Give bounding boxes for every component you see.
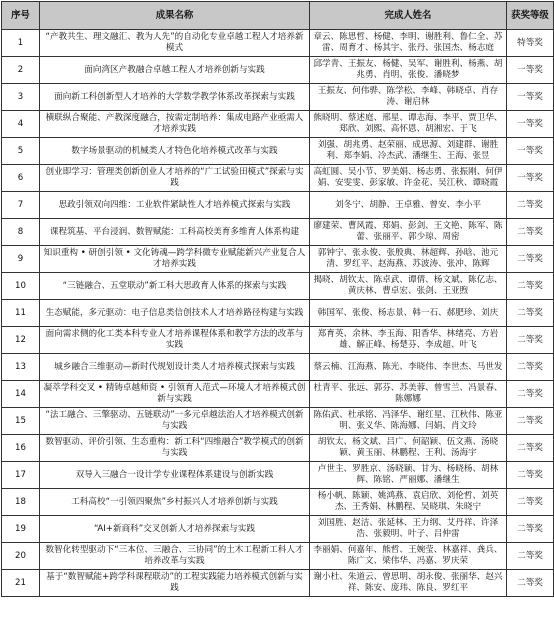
table-row xyxy=(2,219,554,246)
row-award: 二等奖 xyxy=(507,246,554,273)
row-members: 杨小帆、陈颖、姚鸿燕、袁启欣、刘伦哲、刘英杰、王秀娟、林鹏程、吴晓琪、朱晓宁 xyxy=(310,489,507,516)
row-title: 生态赋能，多元驱动：电子信息类信创技术人才培养路径构建与实践 xyxy=(40,300,310,327)
row-award: 二等奖 xyxy=(507,354,554,381)
row-no: 12 xyxy=(2,327,40,354)
table-row xyxy=(2,138,554,165)
row-members: 蔡云楠、江海燕、陈光、李晓伟、李世杰、马世发 xyxy=(310,354,507,381)
row-title: “法工融合、三擎驱动、五链联动”一多元卓越法治人才培养模式创新与实践 xyxy=(40,408,310,435)
row-members: 刘国胜、赵洁、张延林、王力纲、艾丹祥、许泽浩、张毅明、叶子、吕仲雷 xyxy=(310,516,507,543)
table-row xyxy=(2,354,554,381)
row-no: 1 xyxy=(2,30,40,57)
row-no: 2 xyxy=(2,57,40,84)
row-title: 数智驱动、评价引领、生态重构：新工科“四维融合”教学模式的创新与实践 xyxy=(40,435,310,462)
row-title: 课程筑基、平台浸润、数智赋能：工科高校美育多维育人体系构建 xyxy=(40,219,310,246)
row-members: 郭钟宁、张永俊、张殷典、林超辉、孙晗、池元清、罗红平、赵海燕、苏波涛、张冲、陈辉 xyxy=(310,246,507,273)
row-award: 二等奖 xyxy=(507,570,554,597)
row-members: 章云、陈思哲、杨健、李明、谢胜利、鲁仁全、苏雷、周育才、杨其宇、张丹、张国杰、杨志庭 xyxy=(310,30,507,57)
row-members: 胡钦太、杨文斌、吕广、何韶颖、伍文燕、汤晓颖、黄玉丽、林鹏程、王利、汤海宇 xyxy=(310,435,507,462)
table-row xyxy=(2,84,554,111)
row-title: 工科高校“一引领四聚焦”乡村振兴人才培养创新与实践 xyxy=(40,489,310,516)
header-award: 获奖等级 xyxy=(507,2,554,30)
row-members: 韩国军、张俊、杨志景、韩一石、郝肥珍、刘庆 xyxy=(310,300,507,327)
row-title: 城乡融合三维驱动—新时代规划设计类人才培养模式探索与实践 xyxy=(40,354,310,381)
row-title: 横联纵合聚能、产教深度融合，按需定制培养：集成电路产业亟需人才培养实践 xyxy=(40,111,310,138)
row-award: 二等奖 xyxy=(507,543,554,570)
row-no: 20 xyxy=(2,543,40,570)
row-members: 王振友、何伟骅、陈学松、李峰、韩晓卓、肖存涛、谢启林 xyxy=(310,84,507,111)
row-members: 高虹圆、吴小节、罗美娟、杨志勇、张振刚、何伊娟、安雯雯、彭家敏、许金花、吴江秋、谭晓霞 xyxy=(310,165,507,192)
row-no: 15 xyxy=(2,408,40,435)
row-no: 14 xyxy=(2,381,40,408)
table-row xyxy=(2,192,554,219)
row-award: 一等奖 xyxy=(507,84,554,111)
row-members: 邱学青、王振友、杨健、吴军、谢胜利、杨燕、胡兆勇、肖明、张俊、潘晓梦 xyxy=(310,57,507,84)
table-row xyxy=(2,165,554,192)
row-award: 一等奖 xyxy=(507,138,554,165)
row-award: 一等奖 xyxy=(507,57,554,84)
row-title: 知识重构 • 研创引领 • 文化铸魂—跨学科微专业赋能新兴产业复合人才培养实践 xyxy=(40,246,310,273)
row-title: 凝萃学科交叉 • 精铸卓越师资 • 引领育人范式—环境人才培养模式创新与实践 xyxy=(40,381,310,408)
row-award: 特等奖 xyxy=(507,30,554,57)
row-award: 二等奖 xyxy=(507,408,554,435)
row-title: 基于“数智赋能+跨学科课程联动”的工程实践能力培养模式创新与实践 xyxy=(40,570,310,597)
row-award: 二等奖 xyxy=(507,435,554,462)
row-title: 双导入三融合一设计学专业课程体系建设与创新实践 xyxy=(40,462,310,489)
table-row xyxy=(2,111,554,138)
row-title: “三链融合、五堂联动”新工科大思政育人体系的探索与实践 xyxy=(40,273,310,300)
row-members: 廖建荣、曹风霞、郑娟、彭剑、王文艳、陈军、陈蕾、张丽平、郭少琼、周密 xyxy=(310,219,507,246)
table-row xyxy=(2,273,554,300)
row-title: “AI+新商科”交叉创新人才培养探索与实践 xyxy=(40,516,310,543)
row-no: 5 xyxy=(2,138,40,165)
row-award: 一等奖 xyxy=(507,165,554,192)
row-title: 面向新工科创新型人才培养的大学数学教学体系改革探索与实践 xyxy=(40,84,310,111)
row-award: 二等奖 xyxy=(507,273,554,300)
table-row xyxy=(2,462,554,489)
row-members: 陈佑武、杜承铭、冯泽华、谢红星、江秋伟、陈亚明、张义华、陈海娜、闫娟、肖文玲 xyxy=(310,408,507,435)
table-row xyxy=(2,543,554,570)
row-members: 刘冬宁、胡静、王卓雅、曾安、李小平 xyxy=(310,192,507,219)
row-members: 杜青平、张远、郭芬、苏美蓉、曾雪兰、冯景春、陈娜娜 xyxy=(310,381,507,408)
table-row xyxy=(2,300,554,327)
row-no: 13 xyxy=(2,354,40,381)
row-no: 16 xyxy=(2,435,40,462)
table-row xyxy=(2,435,554,462)
table-header-row xyxy=(2,2,554,30)
table-row xyxy=(2,381,554,408)
header-members: 完成人姓名 xyxy=(310,2,507,30)
row-award: 二等奖 xyxy=(507,192,554,219)
row-title: 数智化转型驱动下“三本位、三融合、三协同”的土木工程新工科人才培养改革与实践 xyxy=(40,543,310,570)
table-row xyxy=(2,30,554,57)
table-row xyxy=(2,327,554,354)
row-title: 数字场景驱动的机械类人才特色化培养模式改革与实践 xyxy=(40,138,310,165)
row-award: 二等奖 xyxy=(507,381,554,408)
row-award: 二等奖 xyxy=(507,462,554,489)
row-members: 郑育英、余林、李玉海、阳香华、林绪亮、方岩雄、解正峰、杨楚芬、李成超、叶飞 xyxy=(310,327,507,354)
row-members: 李丽娟、何嘉年、熊哲、王婉莹、林嘉祥、龚兵、陈广文、梁伟华、冯嘉、罗庆荣 xyxy=(310,543,507,570)
row-members: 谢小杜、朱道云、曾思明、胡永俊、张丽华、赵兴祥、陈安、庞玮、陈良、罗红平 xyxy=(310,570,507,597)
header-no: 序号 xyxy=(2,2,40,30)
row-members: 卢世主、罗胜京、汤晓颖、甘为、杨晓杨、胡林辉、陈铭、严丽娜、潘继生 xyxy=(310,462,507,489)
row-members: 刘强、胡兆勇、赵荣丽、成思源、刘建群、谢胜利、郑李娟、冷杰武、潘继生、王海、张昱 xyxy=(310,138,507,165)
row-award: 一等奖 xyxy=(507,111,554,138)
row-title: 面向湾区产教融合卓越工程人才培养创新与实践 xyxy=(40,57,310,84)
table-row xyxy=(2,570,554,597)
row-members: 揭晓、胡钦太、陈卓武、谭倩、杨文斌、陈亿志、黄庆林、曹卓宏、张剑、王亚煦 xyxy=(310,273,507,300)
table-row xyxy=(2,246,554,273)
table-row xyxy=(2,57,554,84)
row-no: 3 xyxy=(2,84,40,111)
awards-table xyxy=(1,1,554,597)
row-members: 熊晓明、蔡述庭、邢星、谭志海、李平、贾卫华、郑欣、刘熙、高怀恩、胡湘宏、于飞 xyxy=(310,111,507,138)
row-no: 4 xyxy=(2,111,40,138)
row-title: 创业即学习：管理类创新创业人才培养的“广工试验田模式”探索与实践 xyxy=(40,165,310,192)
row-award: 二等奖 xyxy=(507,327,554,354)
row-no: 11 xyxy=(2,300,40,327)
row-title: 面向需求侧的化工类本科专业人才培养课程体系和教学方法的改革与实践 xyxy=(40,327,310,354)
row-no: 10 xyxy=(2,273,40,300)
header-title: 成果名称 xyxy=(40,2,310,30)
row-award: 二等奖 xyxy=(507,219,554,246)
row-no: 21 xyxy=(2,570,40,597)
row-award: 二等奖 xyxy=(507,516,554,543)
row-no: 8 xyxy=(2,219,40,246)
table-row xyxy=(2,489,554,516)
row-title: “产教共生、理文融汇、教为人先”的自动化专业卓越工程人才培养新模式 xyxy=(40,30,310,57)
table-row xyxy=(2,408,554,435)
row-no: 17 xyxy=(2,462,40,489)
row-no: 9 xyxy=(2,246,40,273)
row-no: 7 xyxy=(2,192,40,219)
table-row xyxy=(2,516,554,543)
row-no: 18 xyxy=(2,489,40,516)
row-title: 思政引领双向四维：工业软件紧缺性人才培养模式探索与实践 xyxy=(40,192,310,219)
row-award: 二等奖 xyxy=(507,489,554,516)
row-award: 二等奖 xyxy=(507,300,554,327)
row-no: 19 xyxy=(2,516,40,543)
row-no: 6 xyxy=(2,165,40,192)
